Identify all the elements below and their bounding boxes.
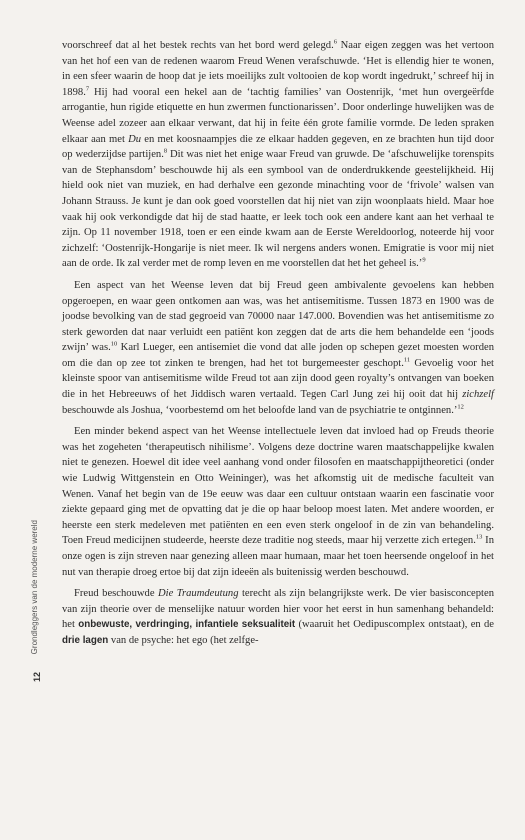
footnote-ref: 8 bbox=[163, 147, 168, 155]
page-number: 12 bbox=[32, 672, 42, 683]
footnote-ref: 7 bbox=[85, 85, 90, 93]
footnote-ref: 9 bbox=[422, 256, 426, 264]
text-run: In onze ogen is zijn streven naar genezing alleen maar humaan, maar het toen heersende ongeloof in het nut van therapie droeg ertoe bij dat zijn ideeën als buitenissig werden beschouwd. bbox=[62, 535, 494, 578]
text-run: Naar eigen zeggen was het vertoon van het hof een van de redenen waarom Freud Wenen verafschuwde. ‘Het is ellendig hier te wonen, in een sfeer waarin de hoop dat je iets moeilijks zult voltooien de kop wordt ingedrukt,’ schreef hij in 1898. bbox=[62, 40, 494, 98]
text-run: Freud beschouwde bbox=[74, 588, 158, 600]
footnote-ref: 6 bbox=[333, 38, 338, 46]
paragraph bbox=[62, 278, 494, 418]
paragraph bbox=[62, 424, 494, 580]
text-run: beschouwde als Joshua, ‘voorbestemd om het beloofde land van de psychiatrie te ontginnen.’ bbox=[62, 404, 458, 416]
footnote-ref: 12 bbox=[457, 403, 464, 411]
footnote-ref: 13 bbox=[475, 533, 483, 541]
italic-text: Du bbox=[128, 133, 142, 145]
text-run: Een aspect van het Weense leven dat bij Freud geen ambivalente gevoelens kan hebben opgeroepen, en waar geen ontkomen aan was, was het antisemitisme. Tussen 1873 en 1900 was de joodse bevolking van de stad gegroeid van 70000 naar 147.000. Bovendien was het antisemitisme zo sterk geworden dat naar verluidt een patiënt kon zeggen dat de arts die hem behandelde een ‘joods zwijn’ was. bbox=[62, 279, 494, 354]
key-term: onbewuste, verdringing, infantiele seksualiteit bbox=[78, 619, 296, 631]
paragraph bbox=[62, 586, 494, 648]
text-run: Dit was niet het enige waar Freud van gruwde. De ‘afschuwelijke torenspits van de Stephansdom’ beschouwde hij als een symbool van de onderdrukkende geestelijkheid. Hij hield ook niet van muziek, en had derhalve een gezonde minachting voor de ‘frivole’ walsen van Johann Strauss. Je kunt je dan ook goed voorstellen dat hij niet van zijn woonplaats hield. Maar hoe vaak hij ook verkondigde dat hij de stad haatte, er leek toch ook een andere kant aan het verhaal te zijn. Op 11 november 1918, toen er een einde kwam aan de Eerste Wereldoorlog, noteerde hij voor zichzelf: ‘Oostenrijk-Hongarije is niet meer. Ik wil nergens anders wonen. Emigratie is voor mij niet aan de orde. Ik zal verder met de romp leven en me voorstellen dat het het geheel is.’ bbox=[62, 149, 495, 270]
text-run: Karl Lueger, een antisemiet die vond dat alle joden op schepen gezet moesten worden om die dan op zee tot zinken te brengen, had het tot burgemeester geschopt. bbox=[62, 342, 494, 369]
body-text bbox=[62, 38, 494, 649]
footnote-ref: 11 bbox=[403, 356, 411, 364]
text-run: van de psyche: het ego (het zelfge- bbox=[108, 634, 259, 646]
text-run: en met koosnaampjes die ze elkaar hadden gegeven, en ze brachten hun tijd door op wederzijdse partijen. bbox=[62, 133, 495, 161]
key-term: drie lagen bbox=[62, 634, 109, 646]
italic-text: Die Traumdeutung bbox=[157, 588, 239, 600]
running-head: Grondleggers van de moderne wereld bbox=[30, 520, 39, 655]
footnote-ref: 10 bbox=[110, 340, 118, 348]
text-run: Gevoelig voor het kleinste spoor van antisemitisme wilde Freud tot aan zijn dood geen royalty’s ontvangen van boeken die in het Hebreeuws of het Jiddisch waren vertaald. Tegen Carl Jung zei hij ooit dat hij bbox=[62, 357, 494, 401]
text-run: Hij had vooral een hekel aan de ‘tachtig families’ van Oostenrijk, ‘met hun overgeërfde arrogantie, hun rigide etiquette en hun zwermen functionarissen’. Door onderlinge huwelijken was de Weense adel zozeer aan elkaar verwant, dat hij in feite één grote familie vormde. De leden spraken elkaar aan met bbox=[62, 86, 494, 145]
text-run: (waaruit het Oedipuscomplex ontstaat), en de bbox=[295, 619, 494, 631]
italic-text: zichzelf bbox=[462, 389, 494, 401]
text-run: Een minder bekend aspect van het Weense intellectuele leven dat invloed had op Freuds theorie was het zogeheten ‘therapeutisch nihilisme’. Volgens deze doctrine waren maatschappelijke kwalen niet te genezen. Hoewel dit idee veel aanhang vond onder filosofen en maatschappijtheoretici (onder wie Ludwig Wittgenstein en Otto Weininger), was het afkomstig uit de medische faculteit van Wenen. Vanaf het begin van de 19e eeuw was daar een cultuur ontstaan waarin een fascinatie voor ziekte gepaard ging met de opvatting dat je die op haar beloop moest laten. Met andere woorden, er heerste een sterk medeleven met patiënten en een even sterk ongeloof in de zin van behandeling. Toen Freud medicijnen studeerde, heerste deze traditie nog steeds, maar hij verzette zich ertegen. bbox=[62, 426, 494, 547]
text-run: voorschreef dat al het bestek rechts van het bord werd gelegd. bbox=[62, 40, 334, 51]
text-run: terecht als zijn belangrijkste werk. De vier basisconcepten van zijn theorie over de menselijke natuur worden hier voor het eerst in hun samenhang behandeld: het bbox=[62, 588, 494, 631]
paragraph bbox=[62, 38, 494, 272]
